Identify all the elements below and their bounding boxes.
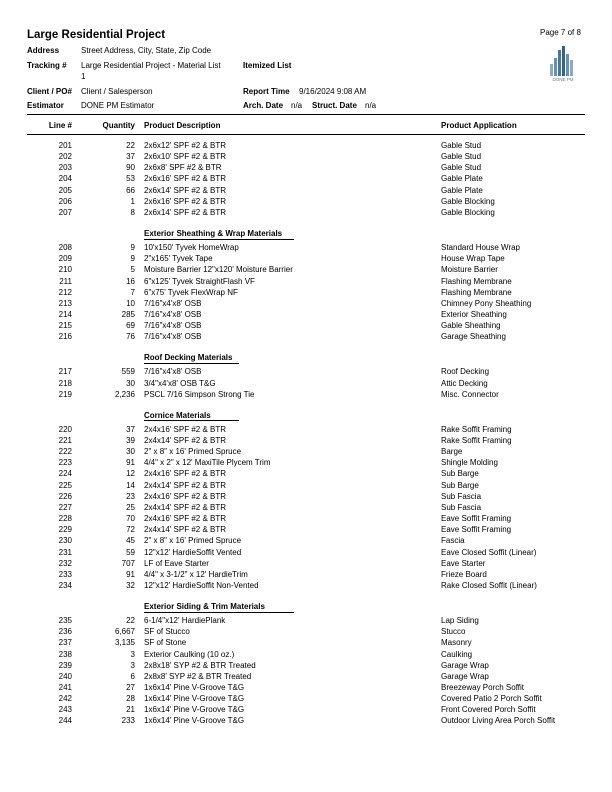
- line-number: 215: [58, 321, 72, 331]
- product-application: Garage Sheathing: [441, 332, 506, 342]
- product-application: House Wrap Tape: [441, 254, 505, 264]
- quantity: 27: [126, 683, 135, 692]
- quantity: 9: [130, 243, 135, 253]
- table-row: [0, 661, 612, 671]
- quantity: 1: [130, 196, 135, 206]
- product-description: 1x6x14' Pine V-Groove T&G: [144, 694, 245, 704]
- line-number: 207: [58, 207, 72, 217]
- quantity: 2,236: [114, 389, 135, 399]
- line-number: 240: [58, 671, 72, 681]
- product-application: Garage Wrap: [441, 660, 489, 670]
- table-row: [0, 481, 612, 491]
- col-header-description: Product Description: [144, 121, 221, 130]
- line-number: 226: [58, 491, 72, 501]
- quantity: 25: [126, 502, 135, 512]
- table-row: [0, 152, 612, 162]
- line-number: 241: [58, 683, 72, 692]
- table-row: [0, 458, 612, 468]
- quantity: 32: [126, 580, 135, 590]
- section-underline: [144, 612, 294, 613]
- product-application: Gable Plate: [441, 185, 483, 195]
- product-application: Chimney Pony Sheathing: [441, 298, 532, 308]
- quantity: 30: [126, 447, 135, 457]
- report-title: Large Residential Project: [27, 29, 166, 41]
- product-description: 10'x150' Tyvek HomeWrap: [144, 243, 239, 253]
- quantity: 3: [130, 649, 135, 659]
- line-number: 212: [58, 287, 72, 297]
- col-header-application: Product Application: [441, 121, 517, 130]
- quantity: 70: [126, 514, 135, 524]
- line-number: 222: [58, 447, 72, 457]
- table-row: [0, 208, 612, 218]
- product-application: Flashing Membrane: [441, 276, 512, 286]
- tracking-label: Tracking #: [27, 61, 67, 70]
- line-number: 237: [58, 638, 72, 648]
- table-row: [0, 536, 612, 546]
- line-number: 232: [58, 558, 72, 568]
- product-application: Sub Fascia: [441, 502, 482, 512]
- product-description: 12"x12' HardieSoffit Non-Vented: [144, 580, 259, 590]
- product-description: Moisture Barrier 12"x120' Moisture Barrier: [144, 265, 293, 275]
- product-description: 2" x 8" x 16' Primed Spruce: [144, 536, 242, 546]
- quantity: 5: [130, 265, 135, 275]
- product-description: 2" x 8" x 16' Primed Spruce: [144, 447, 242, 457]
- table-row: [0, 672, 612, 682]
- quantity: 91: [126, 458, 135, 468]
- product-description: SF of Stone: [144, 638, 187, 648]
- section-underline: [144, 420, 239, 421]
- product-application: Rake Soffit Framing: [441, 424, 512, 434]
- quantity: 3,135: [114, 638, 135, 648]
- line-number: 231: [58, 547, 72, 557]
- product-application: Gable Stud: [441, 152, 482, 162]
- line-number: 218: [58, 378, 72, 388]
- quantity: 707: [121, 558, 135, 568]
- table-row: [0, 254, 612, 264]
- quantity: 22: [126, 616, 135, 626]
- line-number: 235: [58, 616, 72, 626]
- product-description: 2x8x18' SYP #2 & BTR Treated: [144, 660, 256, 670]
- product-description: 2x4x14' SPF #2 & BTR: [144, 436, 227, 445]
- product-application: Front Covered Porch Soffit: [441, 705, 536, 715]
- product-description: 2x4x16' SPF #2 & BTR: [144, 491, 227, 501]
- line-number: 206: [58, 196, 72, 206]
- line-number: 213: [58, 298, 72, 308]
- product-application: Breezeway Porch Soffit: [441, 683, 525, 692]
- product-application: Fascia: [441, 536, 465, 546]
- product-application: Caulking: [441, 649, 473, 659]
- product-application: Rake Soffit Framing: [441, 436, 512, 445]
- product-description: 7/16"x4'x8' OSB: [144, 309, 202, 319]
- product-application: Attic Decking: [441, 378, 488, 388]
- client-value: Client / Salesperson: [81, 87, 153, 96]
- product-application: Eave Soffit Framing: [441, 514, 512, 524]
- quantity: 45: [126, 536, 135, 546]
- product-description: 1x6x14' Pine V-Groove T&G: [144, 716, 245, 726]
- product-application: Exterior Sheathing: [441, 309, 507, 319]
- line-number: 201: [58, 141, 72, 150]
- product-description: 1x6x14' Pine V-Groove T&G: [144, 683, 245, 692]
- product-description: 2x6x14' SPF #2 & BTR: [144, 185, 227, 195]
- product-application: Eave Soffit Framing: [441, 525, 512, 535]
- table-row: [0, 288, 612, 298]
- line-number: 228: [58, 514, 72, 524]
- report-time-value: 9/16/2024 9:08 AM: [299, 87, 367, 96]
- product-description: 6"x125' Tyvek StraightFlash VF: [144, 276, 255, 286]
- product-description: 2x4x14' SPF #2 & BTR: [144, 480, 227, 490]
- table-row: [0, 265, 612, 275]
- address-value: Street Address, City, State, Zip Code: [81, 46, 212, 55]
- line-number: 203: [58, 163, 72, 173]
- table-row: [0, 379, 612, 389]
- product-description: 2x6x16' SPF #2 & BTR: [144, 174, 227, 184]
- table-row: [0, 616, 612, 626]
- header-divider: [27, 114, 585, 115]
- product-description: 1x6x14' Pine V-Groove T&G: [144, 705, 245, 715]
- line-number: 239: [58, 660, 72, 670]
- quantity: 72: [126, 525, 135, 535]
- product-application: Sub Fascia: [441, 491, 482, 501]
- table-row: [0, 492, 612, 502]
- product-application: Gable Stud: [441, 163, 482, 173]
- table-row: [0, 277, 612, 287]
- product-description: 7/16"x4'x8' OSB: [144, 332, 202, 342]
- product-description: 12"x12' HardieSoffit Vented: [144, 547, 242, 557]
- product-description: 2x4x16' SPF #2 & BTR: [144, 514, 227, 524]
- quantity: 91: [126, 569, 135, 579]
- table-row: [0, 525, 612, 535]
- product-description: 2x6x14' SPF #2 & BTR: [144, 207, 227, 217]
- quantity: 3: [130, 660, 135, 670]
- table-row: [0, 425, 612, 435]
- quantity: 53: [126, 174, 135, 184]
- product-description: 2"x165' Tyvek Tape: [144, 254, 213, 264]
- product-description: 2x6x8' SPF #2 & BTR: [144, 163, 222, 173]
- section-title: Roof Decking Materials: [144, 353, 233, 363]
- section-underline: [144, 239, 294, 240]
- table-row: [0, 683, 612, 693]
- line-number: 219: [58, 389, 72, 399]
- quantity: 22: [126, 141, 135, 150]
- line-number: 208: [58, 243, 72, 253]
- line-number: 243: [58, 705, 72, 715]
- product-application: Misc. Connector: [441, 389, 499, 399]
- line-number: 220: [58, 424, 72, 434]
- table-row: [0, 638, 612, 648]
- table-row: [0, 310, 612, 320]
- product-application: Gable Stud: [441, 141, 482, 150]
- product-description: 2x4x14' SPF #2 & BTR: [144, 502, 227, 512]
- line-number: 227: [58, 502, 72, 512]
- quantity: 69: [126, 321, 135, 331]
- quantity: 559: [121, 367, 135, 377]
- address-label: Address: [27, 46, 60, 55]
- line-number: 211: [59, 276, 72, 286]
- table-row: [0, 197, 612, 207]
- table-row: [0, 627, 612, 637]
- col-header-quantity: Quantity: [102, 121, 135, 130]
- quantity: 59: [126, 547, 135, 557]
- product-application: Eave Closed Soffit (Linear): [441, 547, 537, 557]
- quantity: 285: [121, 309, 135, 319]
- product-application: Frieze Board: [441, 569, 487, 579]
- product-application: Shingle Molding: [441, 458, 498, 468]
- line-number: 224: [58, 469, 72, 479]
- table-row: [0, 559, 612, 569]
- estimator-label: Estimator: [27, 101, 64, 110]
- column-header-divider: [27, 134, 585, 135]
- line-number: 238: [58, 649, 72, 659]
- line-number: 210: [58, 265, 72, 275]
- product-description: 6"x75' Tyvek FlexWrap NF: [144, 287, 238, 297]
- product-application: Stucco: [441, 627, 466, 637]
- product-application: Eave Starter: [441, 558, 486, 568]
- estimator-value: DONE PM Estimator: [81, 101, 155, 110]
- table-row: [0, 436, 612, 446]
- quantity: 90: [126, 163, 135, 173]
- product-application: Rake Closed Soffit (Linear): [441, 580, 537, 590]
- product-application: Sub Barge: [441, 469, 479, 479]
- arch-date-value: n/a: [291, 101, 303, 110]
- table-row: [0, 390, 612, 400]
- product-application: Gable Sheathing: [441, 321, 501, 331]
- quantity: 37: [126, 424, 135, 434]
- quantity: 6: [130, 671, 135, 681]
- tracking-value-line2: 1: [81, 72, 86, 81]
- table-row: [0, 163, 612, 173]
- table-row: [0, 447, 612, 457]
- line-number: 230: [58, 536, 72, 546]
- product-application: Outdoor Living Area Porch Soffit: [441, 716, 556, 726]
- table-row: [0, 243, 612, 253]
- product-description: SF of Stucco: [144, 627, 190, 637]
- product-description: 2x8x8' SYP #2 & BTR Treated: [144, 671, 252, 681]
- table-row: [0, 469, 612, 479]
- product-application: Barge: [441, 447, 463, 457]
- product-application: Standard House Wrap: [441, 243, 521, 253]
- line-number: 216: [58, 332, 72, 342]
- quantity: 39: [126, 436, 135, 445]
- line-number: 234: [58, 580, 72, 590]
- product-description: 6-1/4"x12' HardiePlank: [144, 616, 226, 626]
- line-number: 242: [58, 694, 72, 704]
- quantity: 30: [126, 378, 135, 388]
- product-description: 2x6x12' SPF #2 & BTR: [144, 141, 227, 150]
- section-title: Exterior Sheathing & Wrap Materials: [144, 229, 283, 239]
- line-number: 229: [58, 525, 72, 535]
- product-description: LF of Eave Starter: [144, 558, 209, 568]
- product-application: Masonry: [441, 638, 472, 648]
- line-number: 217: [58, 367, 72, 377]
- product-description: 2x4x16' SPF #2 & BTR: [144, 424, 227, 434]
- product-application: Garage Wrap: [441, 671, 489, 681]
- line-number: 223: [58, 458, 72, 468]
- product-description: PSCL 7/16 Simpson Strong Tie: [144, 389, 255, 399]
- product-application: Gable Plate: [441, 174, 483, 184]
- report-time-label: Report Time: [243, 87, 290, 96]
- quantity: 23: [126, 491, 135, 501]
- line-number: 202: [58, 152, 72, 162]
- table-row: [0, 299, 612, 309]
- quantity: 16: [126, 276, 135, 286]
- itemized-list-label: Itemized List: [243, 61, 292, 70]
- product-description: 4/4" x 3-1/2" x 12' HardieTrim: [144, 569, 248, 579]
- quantity: 6,667: [114, 627, 135, 637]
- table-row: [0, 332, 612, 342]
- struct-date-label: Struct. Date: [312, 101, 357, 110]
- page-number: Page 7 of 8: [540, 28, 581, 37]
- table-row: [0, 694, 612, 704]
- line-number: 214: [58, 309, 72, 319]
- product-application: Lap Siding: [441, 616, 479, 626]
- table-row: [0, 514, 612, 524]
- product-application: Gable Blocking: [441, 196, 495, 206]
- product-description: 7/16"x4'x8' OSB: [144, 321, 202, 331]
- line-number: 225: [58, 480, 72, 490]
- arch-date-label: Arch. Date: [243, 101, 284, 110]
- struct-date-value: n/a: [365, 101, 377, 110]
- line-number: 221: [58, 436, 72, 445]
- quantity: 37: [126, 152, 135, 162]
- table-row: [0, 570, 612, 580]
- building-logo-icon: [548, 44, 576, 78]
- product-application: Gable Blocking: [441, 207, 495, 217]
- product-description: Exterior Caulking (10 oz.): [144, 649, 235, 659]
- table-row: [0, 186, 612, 196]
- table-row: [0, 705, 612, 715]
- table-row: [0, 548, 612, 558]
- quantity: 8: [130, 207, 135, 217]
- table-row: [0, 650, 612, 660]
- quantity: 233: [121, 716, 135, 726]
- tracking-value: Large Residential Project - Material List: [81, 61, 221, 70]
- product-application: Flashing Membrane: [441, 287, 512, 297]
- line-number: 236: [58, 627, 72, 637]
- product-description: 2x4x16' SPF #2 & BTR: [144, 469, 227, 479]
- table-row: [0, 321, 612, 331]
- product-application: Roof Decking: [441, 367, 490, 377]
- quantity: 21: [126, 705, 135, 715]
- quantity: 28: [126, 694, 135, 704]
- section-title: Exterior Siding & Trim Materials: [144, 602, 265, 612]
- line-number: 204: [58, 174, 72, 184]
- quantity: 76: [126, 332, 135, 342]
- line-number: 209: [58, 254, 72, 264]
- section-underline: [144, 363, 239, 364]
- quantity: 12: [126, 469, 135, 479]
- product-application: Covered Patio 2 Porch Soffit: [441, 694, 542, 704]
- table-row: [0, 581, 612, 591]
- table-row: [0, 141, 612, 151]
- table-row: [0, 174, 612, 184]
- logo-text: DONE PM: [552, 77, 574, 82]
- product-application: Moisture Barrier: [441, 265, 498, 275]
- product-description: 7/16"x4'x8' OSB: [144, 298, 202, 308]
- line-number: 233: [58, 569, 72, 579]
- product-description: 2x6x10' SPF #2 & BTR: [144, 152, 227, 162]
- product-description: 7/16"x4'x8' OSB: [144, 367, 202, 377]
- line-number: 205: [58, 185, 72, 195]
- product-description: 2x4x14' SPF #2 & BTR: [144, 525, 227, 535]
- quantity: 66: [126, 185, 135, 195]
- quantity: 14: [126, 480, 135, 490]
- client-label: Client / PO#: [27, 87, 72, 96]
- section-title: Cornice Materials: [144, 410, 211, 420]
- quantity: 9: [130, 254, 135, 264]
- quantity: 7: [130, 287, 135, 297]
- table-row: [0, 716, 612, 726]
- table-row: [0, 503, 612, 513]
- product-description: 4/4" x 2" x 12' MaxiTile Plycem Trim: [144, 458, 271, 468]
- line-number: 244: [58, 716, 72, 726]
- product-description: 3/4"x4'x8' OSB T&G: [144, 378, 216, 388]
- quantity: 10: [126, 298, 135, 308]
- col-header-line: Line #: [48, 121, 72, 130]
- product-application: Sub Barge: [441, 480, 479, 490]
- product-description: 2x6x16' SPF #2 & BTR: [144, 196, 227, 206]
- table-row: [0, 367, 612, 377]
